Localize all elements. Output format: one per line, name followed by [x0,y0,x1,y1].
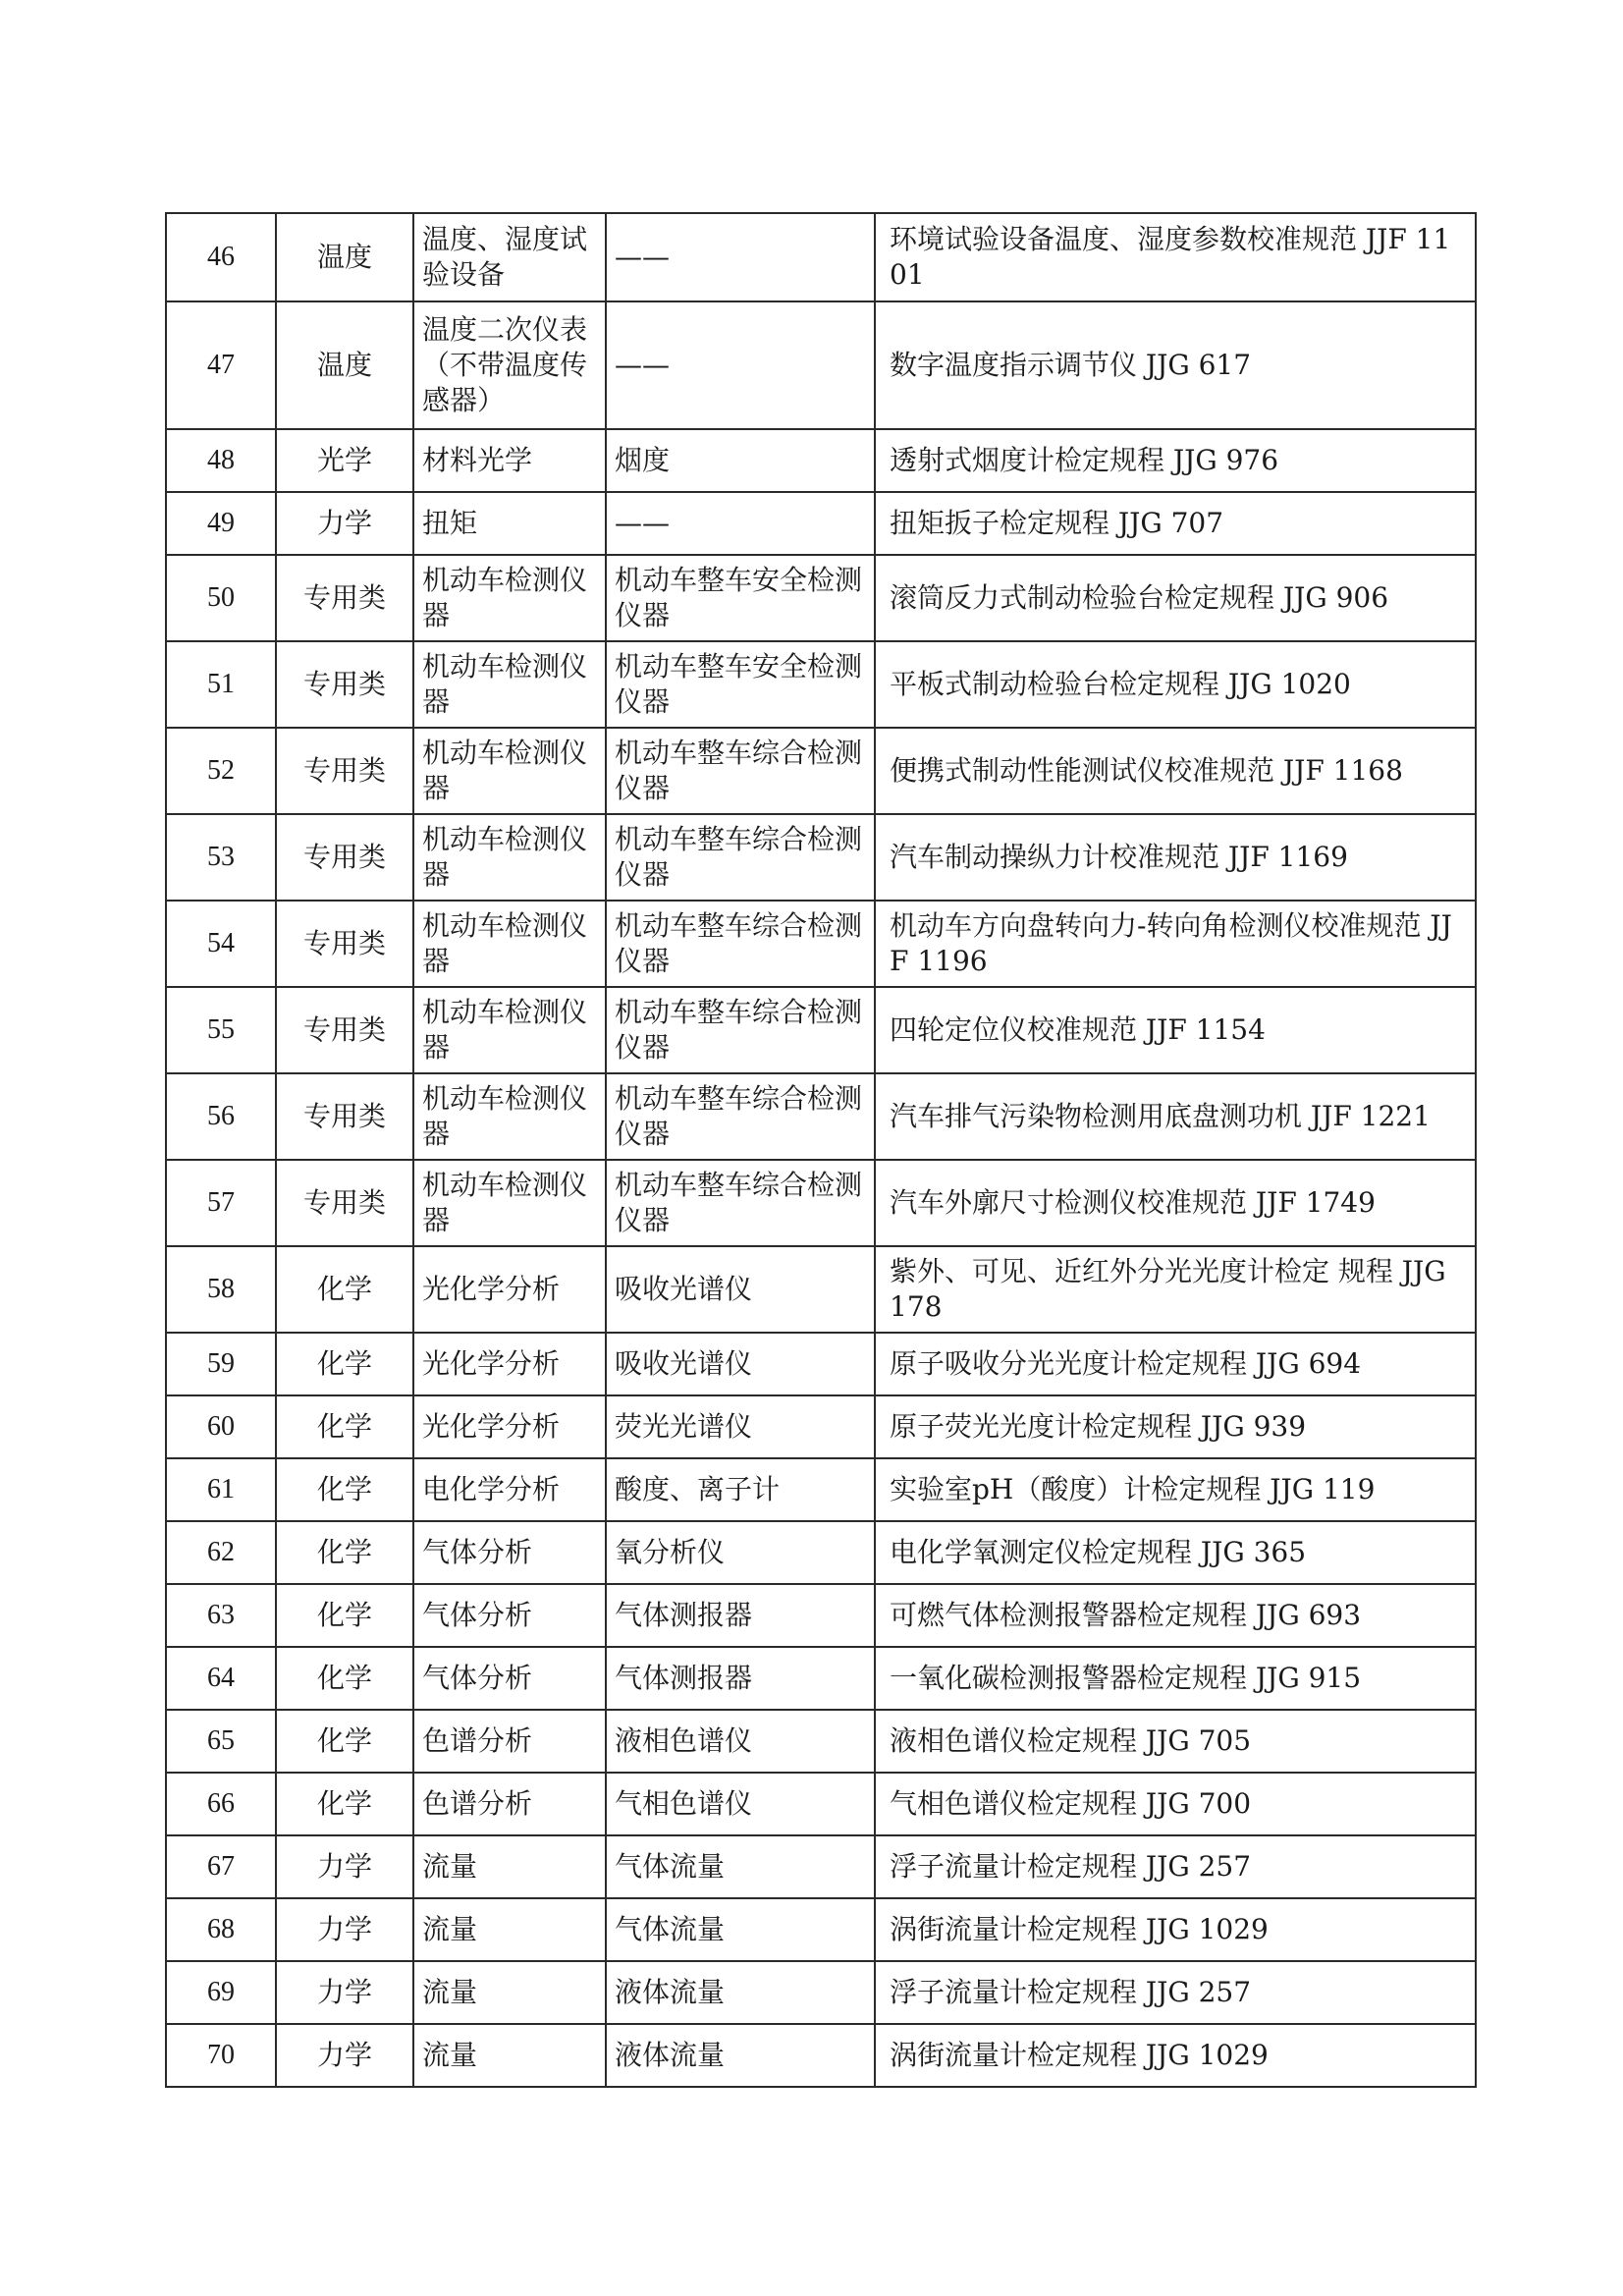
subitem-cell: 吸收光谱仪 [606,1246,875,1333]
item-cell: 流量 [413,1835,606,1898]
table-row [166,728,1476,814]
table-row [166,1584,1476,1647]
category-cell: 力学 [276,1835,413,1898]
subitem-cell: —— [606,213,875,301]
standard-cell: 紫外、可见、近红外分光光度计检定 规程 JJG 178 [875,1246,1476,1333]
row-number: 56 [166,1073,276,1160]
standards-table [165,212,1477,2088]
subitem-cell: 气体测报器 [606,1647,875,1710]
item-cell: 色谱分析 [413,1710,606,1773]
standard-cell: 汽车外廓尺寸检测仪校准规范 JJF 1749 [875,1160,1476,1246]
item-cell: 机动车检测仪器 [413,901,606,987]
subitem-cell: 机动车整车安全检测仪器 [606,555,875,641]
item-cell: 机动车检测仪器 [413,728,606,814]
subitem-cell: 气体流量 [606,1898,875,1961]
standard-cell: 可燃气体检测报警器检定规程 JJG 693 [875,1584,1476,1647]
standard-cell: 实验室pH（酸度）计检定规程 JJG 119 [875,1458,1476,1521]
row-number: 49 [166,492,276,555]
table-body [166,213,1476,2087]
row-number: 64 [166,1647,276,1710]
category-cell: 力学 [276,492,413,555]
table-row [166,901,1476,987]
category-cell: 专用类 [276,987,413,1073]
table-row [166,1521,1476,1584]
category-cell: 专用类 [276,814,413,901]
standard-cell: 一氧化碳检测报警器检定规程 JJG 915 [875,1647,1476,1710]
subitem-cell: 液相色谱仪 [606,1710,875,1773]
table-row [166,1647,1476,1710]
item-cell: 机动车检测仪器 [413,641,606,728]
category-cell: 化学 [276,1773,413,1835]
row-number: 46 [166,213,276,301]
subitem-cell: 烟度 [606,429,875,492]
standard-cell: 浮子流量计检定规程 JJG 257 [875,1961,1476,2024]
row-number: 59 [166,1333,276,1395]
subitem-cell: 液体流量 [606,1961,875,2024]
standard-cell: 原子吸收分光光度计检定规程 JJG 694 [875,1333,1476,1395]
item-cell: 色谱分析 [413,1773,606,1835]
item-cell: 机动车检测仪器 [413,814,606,901]
item-cell: 材料光学 [413,429,606,492]
row-number: 53 [166,814,276,901]
standard-cell: 电化学氧测定仪检定规程 JJG 365 [875,1521,1476,1584]
subitem-cell: 吸收光谱仪 [606,1333,875,1395]
category-cell: 专用类 [276,1073,413,1160]
table-row [166,1458,1476,1521]
table-row [166,1773,1476,1835]
subitem-cell: 气体流量 [606,1835,875,1898]
row-number: 47 [166,301,276,429]
standard-cell: 涡街流量计检定规程 JJG 1029 [875,1898,1476,1961]
standard-cell: 环境试验设备温度、湿度参数校准规范 JJF 1101 [875,213,1476,301]
item-cell: 机动车检测仪器 [413,555,606,641]
category-cell: 力学 [276,2024,413,2087]
subitem-cell: 机动车整车综合检测仪器 [606,1160,875,1246]
item-cell: 流量 [413,1961,606,2024]
subitem-cell: —— [606,492,875,555]
category-cell: 化学 [276,1246,413,1333]
row-number: 55 [166,987,276,1073]
table-row [166,213,1476,301]
subitem-cell: 机动车整车综合检测仪器 [606,814,875,901]
table-row [166,492,1476,555]
subitem-cell: 氧分析仪 [606,1521,875,1584]
row-number: 61 [166,1458,276,1521]
row-number: 69 [166,1961,276,2024]
category-cell: 化学 [276,1333,413,1395]
table-row [166,429,1476,492]
row-number: 54 [166,901,276,987]
item-cell: 机动车检测仪器 [413,987,606,1073]
standard-cell: 透射式烟度计检定规程 JJG 976 [875,429,1476,492]
category-cell: 专用类 [276,1160,413,1246]
row-number: 70 [166,2024,276,2087]
category-cell: 化学 [276,1647,413,1710]
table-row [166,1395,1476,1458]
subitem-cell: 机动车整车综合检测仪器 [606,728,875,814]
item-cell: 温度、湿度试验设备 [413,213,606,301]
table-row [166,301,1476,429]
standard-cell: 浮子流量计检定规程 JJG 257 [875,1835,1476,1898]
row-number: 50 [166,555,276,641]
category-cell: 温度 [276,213,413,301]
table-row [166,1710,1476,1773]
subitem-cell: 机动车整车综合检测仪器 [606,987,875,1073]
table-row [166,555,1476,641]
subitem-cell: 液体流量 [606,2024,875,2087]
category-cell: 化学 [276,1458,413,1521]
category-cell: 专用类 [276,555,413,641]
row-number: 67 [166,1835,276,1898]
subitem-cell: 机动车整车综合检测仪器 [606,1073,875,1160]
subitem-cell: 酸度、离子计 [606,1458,875,1521]
item-cell: 气体分析 [413,1584,606,1647]
table-row [166,1835,1476,1898]
item-cell: 机动车检测仪器 [413,1073,606,1160]
item-cell: 扭矩 [413,492,606,555]
subitem-cell: 荧光光谱仪 [606,1395,875,1458]
row-number: 65 [166,1710,276,1773]
category-cell: 温度 [276,301,413,429]
standard-cell: 原子荧光光度计检定规程 JJG 939 [875,1395,1476,1458]
row-number: 58 [166,1246,276,1333]
table-row [166,1961,1476,2024]
category-cell: 专用类 [276,641,413,728]
table-row [166,814,1476,901]
row-number: 66 [166,1773,276,1835]
row-number: 60 [166,1395,276,1458]
subitem-cell: 机动车整车综合检测仪器 [606,901,875,987]
row-number: 48 [166,429,276,492]
item-cell: 光化学分析 [413,1333,606,1395]
table-row [166,1246,1476,1333]
standard-cell: 滚筒反力式制动检验台检定规程 JJG 906 [875,555,1476,641]
row-number: 57 [166,1160,276,1246]
category-cell: 专用类 [276,728,413,814]
category-cell: 化学 [276,1521,413,1584]
standard-cell: 液相色谱仪检定规程 JJG 705 [875,1710,1476,1773]
row-number: 68 [166,1898,276,1961]
item-cell: 光化学分析 [413,1395,606,1458]
table-row [166,2024,1476,2087]
category-cell: 力学 [276,1961,413,2024]
table-row [166,987,1476,1073]
row-number: 52 [166,728,276,814]
standard-cell: 涡街流量计检定规程 JJG 1029 [875,2024,1476,2087]
table-row [166,1073,1476,1160]
standard-cell: 数字温度指示调节仪 JJG 617 [875,301,1476,429]
item-cell: 气体分析 [413,1521,606,1584]
item-cell: 光化学分析 [413,1246,606,1333]
standard-cell: 便携式制动性能测试仪校准规范 JJF 1168 [875,728,1476,814]
subitem-cell: 机动车整车安全检测仪器 [606,641,875,728]
category-cell: 光学 [276,429,413,492]
subitem-cell: 气体测报器 [606,1584,875,1647]
item-cell: 温度二次仪表（不带温度传感器） [413,301,606,429]
item-cell: 流量 [413,1898,606,1961]
row-number: 51 [166,641,276,728]
standard-cell: 汽车制动操纵力计校准规范 JJF 1169 [875,814,1476,901]
standard-cell: 平板式制动检验台检定规程 JJG 1020 [875,641,1476,728]
category-cell: 化学 [276,1710,413,1773]
standard-cell: 汽车排气污染物检测用底盘测功机 JJF 1221 [875,1073,1476,1160]
item-cell: 气体分析 [413,1647,606,1710]
row-number: 63 [166,1584,276,1647]
category-cell: 化学 [276,1395,413,1458]
subitem-cell: 气相色谱仪 [606,1773,875,1835]
standard-cell: 扭矩扳子检定规程 JJG 707 [875,492,1476,555]
row-number: 62 [166,1521,276,1584]
category-cell: 力学 [276,1898,413,1961]
subitem-cell: —— [606,301,875,429]
standard-cell: 机动车方向盘转向力-转向角检测仪校准规范 JJF 1196 [875,901,1476,987]
item-cell: 机动车检测仪器 [413,1160,606,1246]
category-cell: 化学 [276,1584,413,1647]
item-cell: 电化学分析 [413,1458,606,1521]
table-row [166,1898,1476,1961]
standard-cell: 气相色谱仪检定规程 JJG 700 [875,1773,1476,1835]
table-row [166,641,1476,728]
table-row [166,1333,1476,1395]
item-cell: 流量 [413,2024,606,2087]
table-row [166,1160,1476,1246]
standard-cell: 四轮定位仪校准规范 JJF 1154 [875,987,1476,1073]
category-cell: 专用类 [276,901,413,987]
